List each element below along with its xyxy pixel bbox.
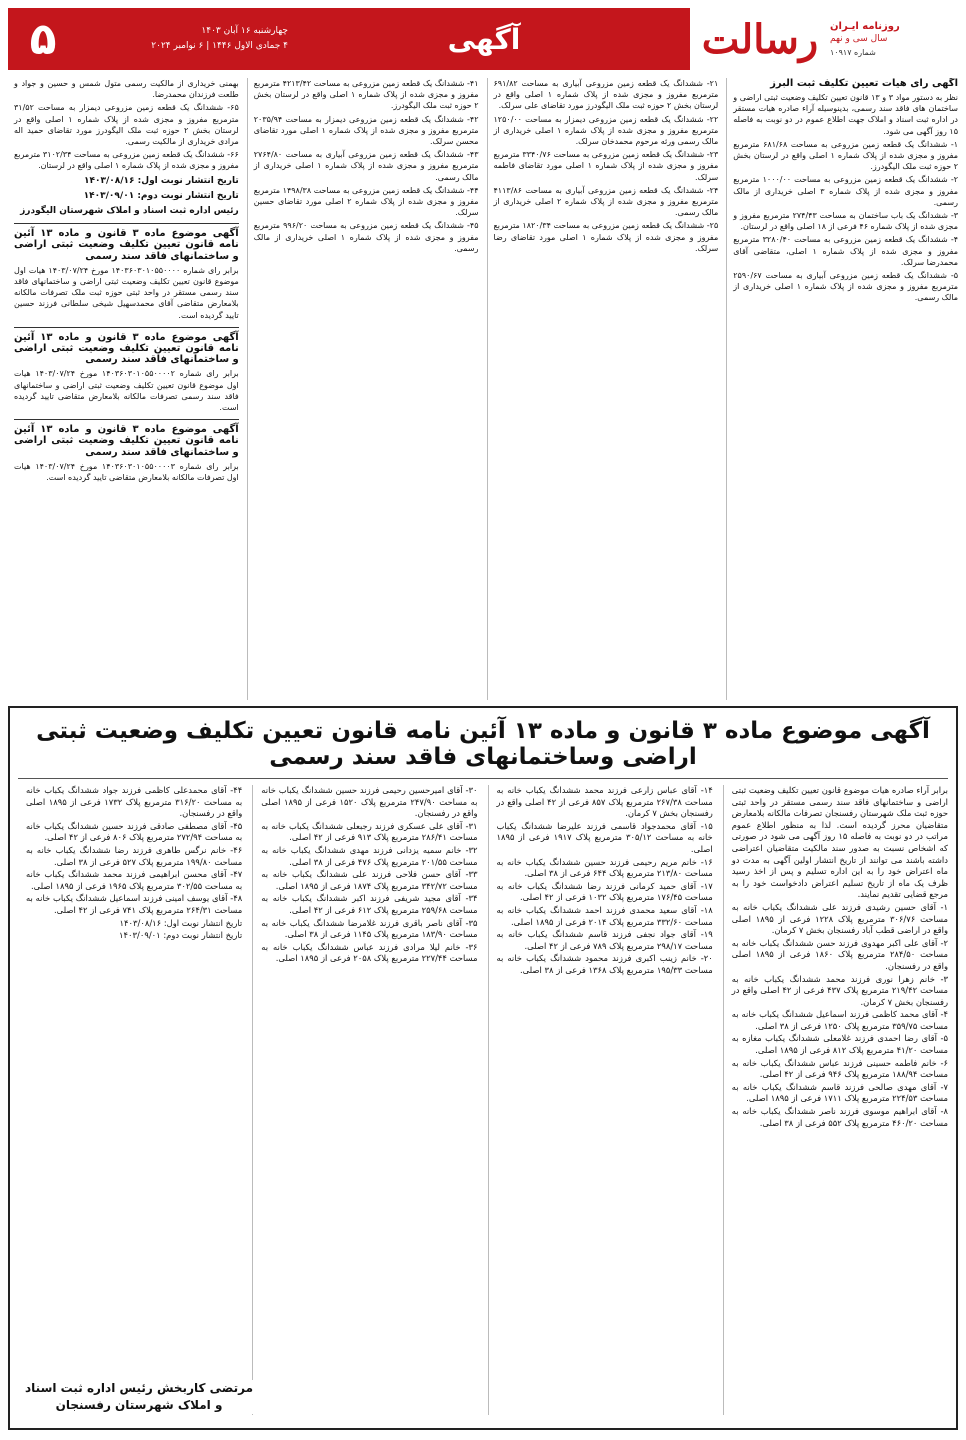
ad-heading: آگهی موضوع ماده ۳ قانون و ماده ۱۳ آئین نامه قانون تعیین تکلیف وضعیت ثبتی اراضی و ساختمانهای فاقد سند رسمی xyxy=(14,424,239,458)
publisher-sub: سال سی و نهم xyxy=(830,34,888,44)
notice-paragraph: ۳- خانم زهرا نوری فرزند محمد ششدانگ یکباب خانه به مساحت ۲۱۹/۴۲ مترمربع پلاک ۴۳۷ فرعی از ۴۲ اصلی واقع در رفسنجان بخش ۷ کرمان. xyxy=(731,973,948,1007)
notice-paragraph: ۳۶- خانم لیلا مرادی فرزند عباس ششدانگ یکباب خانه به مساحت ۲۲۷/۴۴ مترمربع پلاک ۲۰۵۸ فرعی از ۱۸۹۵ اصلی. xyxy=(261,941,478,964)
notice-paragraph: ۳۰- آقای امیرحسین رحیمی فرزند حسین ششدانگ یکباب خانه به مساحت ۲۴۷/۹۰ مترمربع پلاک ۱۵۲۰ فرعی از ۱۸۹۵ اصلی واقع در رفسنجان. xyxy=(261,785,478,819)
paragraph: ۲۵- ششدانگ یک قطعه زمین مزروعی به مساحت ۱۸۲۰/۳۴ مترمربع مفروز و مجزی شده از پلاک شماره ۱ اصلی مورد تقاضای رضا سرلک. xyxy=(493,221,719,253)
section-band xyxy=(8,8,690,70)
notice-column-2 xyxy=(488,785,713,1415)
paragraph: نظر به دستور مواد ۳ و ۱۳ قانون تعیین تکلیف وضعیت ثبتی اراضی و ساختمان های فاقد سند رسمی، بدینوسیله آراء صادره هیات مستقر در اداره ثبت اسناد و املاک جهت اطلاع عموم در دو نوبت به فاصله ۱۵ روز آگهی می شود. xyxy=(733,93,958,136)
notice-paragraph: ۱۸- آقای سعید محمدی فرزند احمد ششدانگ یکباب خانه به مساحت ۳۳۲/۶۰ مترمربع پلاک ۲۰۱۴ فرعی از ۱۸۹۵ اصلی. xyxy=(496,904,713,927)
notice-signature: مرتضی کاربخش رئیس اداره ثبت اسناد و املاک شهرستان رفسنجان xyxy=(25,1381,253,1412)
main-notice xyxy=(8,706,958,1430)
paragraph: ۲- ششدانگ یک قطعه زمین مزروعی به مساحت ۱۰۰۰/۰۰ مترمربع مفروز و مجزی شده از پلاک شماره ۳ اصلی خریداری از مالک رسمی. xyxy=(733,175,958,207)
notice-paragraph: ۱۶- خانم مریم رحیمی فرزند حسین ششدانگ یکباب خانه به مساحت ۲۱۳/۸۰ مترمربع پلاک ۶۴۴ فرعی از ۳۸ اصلی. xyxy=(496,856,713,879)
ad-body: برابر رای شماره ۱۴۰۳۶۰۳۰۱۰۵۵۰۰۰۰۲ مورخ ۱۴۰۳/۰۷/۲۴ هیات اول موضوع قانون تعیین تکلیف وضعیت ثبتی اراضی و ساختمانهای فاقد سند رسمی تصرفات مالکانه بلامعارض متقاضی تایید گردیده است. xyxy=(14,369,239,413)
notice-paragraph: ۴۶- خانم نرگس طاهری فرزند رضا ششدانگ یکباب خانه به مساحت ۱۹۹/۸۰ مترمربع پلاک ۵۲۷ فرعی از ۳۸ اصلی. xyxy=(26,844,243,867)
publisher-block xyxy=(830,8,958,70)
section-title: آگهی xyxy=(447,22,521,56)
notice-paragraph: ۱- آقای حسین رشیدی فرزند علی ششدانگ یکباب خانه به مساحت ۳۰۶/۷۶ مترمربع پلاک ۱۲۲۸ فرعی از ۱۸۹۵ اصلی واقع در اراضی قطب آباد رفسنجان بخش ۷ کرمان. xyxy=(731,901,948,936)
paragraph: ۳- ششدانگ یک باب ساختمان به مساحت ۲۷۴/۴۳ مترمربع مفروز و مجزی شده از پلاک شماره ۴۶ فرعی از ۱۸ اصلی واقع در لرستان. xyxy=(733,211,958,232)
column-3 xyxy=(247,78,479,700)
notice-title: آگهی موضوع ماده ۳ قانون و ماده ۱۳ آئین نامه قانون تعیین تکلیف وضعیت ثبتی اراضی وساختمانهای فاقد سند رسمی xyxy=(18,714,948,779)
column-2 xyxy=(487,78,719,700)
paragraph: ۶۵- ششدانگ یک قطعه زمین مزروعی دیمزار به مساحت ۳۱/۵۲ مترمربع مفروز و مجزی شده از پلاک شماره ۱ اصلی واقع در لرستان بخش ۲ حوزه ثبت ملک الیگودرز مورد تقاضای حمید اله مرادی خریداری از مالکیت رسمی. xyxy=(14,103,239,147)
notice-column-4 xyxy=(18,785,242,1415)
notice-paragraph: ۴۷- آقای محسن ابراهیمی فرزند محمد ششدانگ یکباب خانه به مساحت ۳۰۲/۵۵ مترمربع پلاک ۱۹۶۵ فرعی از ۱۸۹۵ اصلی. xyxy=(26,869,243,891)
notice-paragraph: ۱۴- آقای عباس زارعی فرزند محمد ششدانگ یکباب خانه به مساحت ۲۶۷/۳۸ مترمربع پلاک ۸۵۷ فرعی از ۴۲ اصلی واقع در رفسنجان بخش ۷ کرمان. xyxy=(496,785,713,819)
upper-columns xyxy=(8,78,958,700)
notice-paragraph: ۸- آقای ابراهیم موسوی فرزند ناصر ششدانگ یکباب خانه به مساحت ۴۶۰/۲۰ مترمربع پلاک ۵۵۲ فرعی از ۳۸ اصلی. xyxy=(731,1106,948,1128)
paragraph: ۴۱- ششدانگ یک قطعه زمین مزروعی به مساحت ۴۲۱۳/۴۲ مترمربع مفروز و مجزی شده از پلاک شماره ۱ اصلی واقع در لرستان بخش ۲ حوزه ثبت ملک الیگودرز. xyxy=(253,79,479,111)
paragraph: ۴- ششدانگ یک قطعه زمین مزروعی به مساحت ۳۲۸۰/۴۰ مترمربع مفروز و مجزی شده از پلاک شماره ۱ اصلی، متقاضی آقای محمدرضا سرلک. xyxy=(733,235,958,267)
signature: رئیس اداره ثبت اسناد و املاک شهرستان الیگودرز xyxy=(20,206,239,217)
notice-column-1 xyxy=(723,785,948,1415)
paragraph: ۲۳- ششدانگ یک قطعه زمین مزروعی به مساحت ۳۳۴۰/۷۶ مترمربع مفروز و مجزی شده از پلاک شماره ۱ اصلی مورد تقاضای فاطمه سرلک. xyxy=(493,150,719,182)
notice-paragraph: ۱۵- آقای محمدجواد قاسمی فرزند علیرضا ششدانگ یکباب خانه به مساحت ۳۰۵/۱۲ مترمربع پلاک ۱۹۱۷ فرعی از ۱۸۹۵ اصلی. xyxy=(496,820,713,854)
date-fa: چهارشنبه ۱۶ آبان ۱۴۰۳ xyxy=(201,26,288,36)
ad-heading: آگهی موضوع ماده ۳ قانون و ماده ۱۳ آئین نامه قانون تعیین تکلیف وضعیت ثبتی اراضی و ساختمانهای فاقد سند رسمی xyxy=(14,228,239,262)
column-heading: آگهی رای هیات تعیین تکلیف ثبت البرز xyxy=(770,78,958,89)
ad-box xyxy=(14,327,239,413)
notice-paragraph: ۲۰- خانم زینب اکبری فرزند محمود ششدانگ یکباب خانه به مساحت ۱۹۵/۳۳ مترمربع پلاک ۱۳۶۸ فرعی از ۳۸ اصلی. xyxy=(496,953,713,975)
notice-paragraph: ۱۷- آقای حمید کرمانی فرزند رضا ششدانگ یکباب خانه به مساحت ۱۷۶/۴۵ مترمربع پلاک ۱۰۳۲ فرعی از ۴۲ اصلی. xyxy=(496,880,713,903)
page-number: ۵ xyxy=(29,13,57,65)
paragraph: ۱- ششدانگ یک قطعه زمین مزروعی به مساحت ۶۸۱/۶۸ مترمربع مفروز و مجزی شده از پلاک شماره ۱ اصلی واقع در لرستان بخش ۲ حوزه ثبت ملک الیگودرز. xyxy=(733,139,958,172)
ad-body: برابر رای شماره ۱۴۰۳۶۰۳۰۱۰۵۵۰۰۰۰ مورخ ۱۴۰۳/۰۷/۲۴ هیات اول موضوع قانون تعیین تکلیف وضعیت ثبتی اراضی و ساختمانهای فاقد سند رسمی مستقر در واحد ثبتی حوزه ثبت ملک تصرفات مالکانه بلامعارض متقاضی آقای محمدسهیل شیخی سلطانی فرزند حسین تایید گردیده است. xyxy=(14,265,239,320)
ad-box xyxy=(14,419,239,483)
notice-paragraph: ۴- آقای محمد کاظمی فرزند اسماعیل ششدانگ یکباب خانه به مساحت ۳۵۹/۷۵ مترمربع پلاک ۱۲۵۰ فرعی از ۳۸ اصلی. xyxy=(731,1009,948,1031)
ad-box xyxy=(14,223,239,321)
paragraph: ۶۶- ششدانگ یک قطعه زمین مزروعی به مساحت ۳۱۰۲/۳۴ مترمربع مفروز و مجزی شده از پلاک شماره ۱ اصلی واقع در لرستان. xyxy=(14,150,239,171)
publisher-name: روزنامه ایـران xyxy=(830,21,900,32)
notice-paragraph: ۴۸- آقای یوسف امینی فرزند اسماعیل ششدانگ یکباب خانه به مساحت ۲۶۴/۳۱ مترمربع پلاک ۷۴۱ فرعی از ۴۲ اصلی. xyxy=(26,893,243,915)
notice-paragraph: ۱۹- آقای جواد نجفی فرزند قاسم ششدانگ یکباب خانه به مساحت ۲۹۸/۱۷ مترمربع پلاک ۷۸۹ فرعی از ۴۲ اصلی. xyxy=(496,929,713,951)
paragraph: ۲۴- ششدانگ یک قطعه زمین مزروعی آبیاری به مساحت ۴۱۱۳/۸۶ مترمربع مفروز و مجزی شده از پلاک شماره ۲ اصلی خریداری از مالک رسمی. xyxy=(493,185,719,218)
masthead xyxy=(8,8,958,70)
column-1 xyxy=(726,78,958,700)
ad-heading: آگهی موضوع ماده ۳ قانون و ماده ۱۳ آئین نامه قانون تعیین تکلیف وضعیت ثبتی اراضی و ساختمانهای فاقد سند رسمی xyxy=(14,331,239,366)
notice-paragraph: ۳۳- آقای حسن فلاحی فرزند علی ششدانگ یکباب خانه به مساحت ۳۴۲/۷۲ مترمربع پلاک ۱۸۷۴ فرعی از ۱۸۹۵ اصلی. xyxy=(261,869,478,891)
date-alt: ۴ جمادی الاول ۱۴۴۶ | ۶ نوامبر ۲۰۲۴ xyxy=(151,41,288,51)
paragraph: ۴۴- ششدانگ یک قطعه زمین مزروعی به مساحت ۱۴۹۸/۳۸ مترمربع مفروز و مجزی شده از پلاک شماره ۲ اصلی مورد تقاضای حسین سرلک. xyxy=(253,185,479,218)
paragraph: ۴۳- ششدانگ یک قطعه زمین مزروعی آبیاری به مساحت ۲۷۶۴/۸۰ مترمربع مفروز و مجزی شده از پلاک شماره ۱ اصلی خریداری از مالک رسمی. xyxy=(253,150,479,182)
paragraph: ۲۱- ششدانگ یک قطعه زمین مزروعی آبیاری به مساحت ۶۹۱/۸۲ مترمربع مفروز و مجزی شده از پلاک شماره ۱ اصلی واقع در لرستان بخش ۲ حوزه ثبت ملک الیگودرز مورد تقاضای علی سرلک. xyxy=(493,79,719,111)
newspaper-logo: رسالت xyxy=(701,15,819,63)
paragraph: ۲۲- ششدانگ یک قطعه زمین مزروعی دیمزار به مساحت ۱۲۵۰/۰۰ مترمربع مفروز و مجزی شده از پلاک شماره ۱ اصلی خریداری از مالک رسمی ورثه مرحوم محمدخان سرلک. xyxy=(493,114,719,147)
paragraph: ۴۲- ششدانگ یک قطعه زمین مزروعی دیمزار به مساحت ۲۰۳۵/۹۴ مترمربع مفروز و مجزی شده از پلاک شماره ۱ اصلی مورد تقاضای محسن سرلک. xyxy=(253,114,479,147)
ad-body: برابر رای شماره ۱۴۰۳۶۰۳۰۱۰۵۵۰۰۰۰۳ مورخ ۱۴۰۳/۰۷/۲۴ هیات اول تصرفات مالکانه بلامعارض متقاضی تایید گردیده است. xyxy=(14,461,239,483)
notice-paragraph: ۳۱- آقای علی عسکری فرزند رجبعلی ششدانگ یکباب خانه به مساحت ۲۸۶/۴۱ مترمربع پلاک ۹۱۳ فرعی از ۴۲ اصلی. xyxy=(261,820,478,843)
notice-paragraph: ۳۵- آقای ناصر باقری فرزند غلامرضا ششدانگ یکباب خانه به مساحت ۱۸۳/۹۰ مترمربع پلاک ۱۱۴۵ فرعی از ۳۸ اصلی. xyxy=(261,917,478,940)
notice-paragraph: ۷- آقای مهدی صالحی فرزند قاسم ششدانگ یکباب خانه به مساحت ۲۲۴/۵۳ مترمربع پلاک ۱۷۱۱ فرعی از ۱۸۹۵ اصلی. xyxy=(731,1081,948,1104)
notice-paragraph: ۴۵- آقای مصطفی صادقی فرزند حسین ششدانگ یکباب خانه به مساحت ۲۷۲/۹۴ مترمربع پلاک ۸۰۶ فرعی از ۴۲ اصلی. xyxy=(26,820,243,843)
notice-paragraph: ۳۴- آقای مجید شریفی فرزند اکبر ششدانگ یکباب خانه به مساحت ۲۵۹/۶۸ مترمربع پلاک ۶۱۲ فرعی از ۴۲ اصلی. xyxy=(261,893,478,915)
notice-paragraph: ۳۲- خانم سمیه یزدانی فرزند مهدی ششدانگ یکباب خانه به مساحت ۲۰۱/۵۵ مترمربع پلاک ۴۷۶ فرعی از ۳۸ اصلی. xyxy=(261,844,478,867)
column-4 xyxy=(8,78,239,700)
paragraph: ۵- ششدانگ یک قطعه زمین مزروعی آبیاری به مساحت ۲۵۹۰/۶۷ مترمربع مفروز و مجزی شده از پلاک شماره ۱ اصلی خریداری از مالک رسمی. xyxy=(733,271,958,303)
notice-column-3 xyxy=(252,785,477,1415)
notice-date: تاریخ انتشار نوبت اول: ۱۴۰۳/۰۸/۱۶ xyxy=(119,917,243,928)
issue-number: شماره ۱۰۹۱۷ xyxy=(830,48,876,57)
notice-paragraph: ۵- آقای رضا احمدی فرزند غلامعلی ششدانگ یکباب مغازه به مساحت ۴۱/۲۰ مترمربع پلاک ۸۱۲ فرعی از ۱۸۹۵ اصلی. xyxy=(731,1033,948,1056)
publish-date-2: تاریخ انتشار نوبت دوم: ۱۴۰۳/۰۹/۰۱ xyxy=(83,190,239,201)
paragraph: ۴۵- ششدانگ یک قطعه زمین مزروعی به مساحت ۹۹۶/۲۰ مترمربع مفروز و مجزی شده از پلاک شماره ۱ اصلی خریداری از مالک رسمی. xyxy=(253,221,479,253)
notice-paragraph: برابر آراء صادره هیات موضوع قانون تعیین تکلیف وضعیت ثبتی اراضی و ساختمانهای فاقد سند رسمی مستقر در واحد ثبتی حوزه ثبت ملک شهرستان رفسنجان تصرفات مالکانه بلامعارض متقاضیان محرز گردیده است. لذا به منظور اطلاع عموم مراتب در دو نوبت به فاصله ۱۵ روز آگهی می شود در صورتی که اشخاص نسبت به صدور سند مالکیت متقاضیان اعتراضی داشته باشند می توانند از تاریخ انتشار اولین آگهی به مدت دو ماه اعتراض خود را به این اداره تسلیم و پس از اخذ رسید ظرف یک ماه از تاریخ تسلیم اعتراض دادخواست خود را به مرجع قضایی تقدیم نمایند. xyxy=(731,785,948,900)
paragraph: بهمنی خریداری از مالکیت رسمی متول شمس و حسین و جواد و طلعت فرزندان محمدرضا. xyxy=(14,79,239,100)
notice-paragraph: ۲- آقای علی اکبر مهدوی فرزند حسن ششدانگ یکباب خانه به مساحت ۲۸۴/۵۰ مترمربع پلاک ۱۸۶۰ فرعی از ۱۸۹۵ اصلی واقع در رفسنجان. xyxy=(731,937,948,971)
notice-paragraph: ۴۴- آقای محمدعلی کاظمی فرزند جواد ششدانگ یکباب خانه به مساحت ۳۱۶/۲۰ مترمربع پلاک ۱۷۳۲ فرعی از ۱۸۹۵ اصلی واقع در رفسنجان. xyxy=(26,785,243,819)
publish-date-1: تاریخ انتشار نوبت اول: ۱۴۰۳/۰۸/۱۶ xyxy=(84,175,239,186)
notice-date: تاریخ انتشار نوبت دوم: ۱۴۰۳/۰۹/۰۱ xyxy=(119,930,243,941)
notice-paragraph: ۶- خانم فاطمه حسینی فرزند عباس ششدانگ یکباب خانه به مساحت ۱۸۸/۹۴ مترمربع پلاک ۹۴۶ فرعی از ۴۲ اصلی. xyxy=(731,1057,948,1080)
date-block xyxy=(68,24,288,54)
